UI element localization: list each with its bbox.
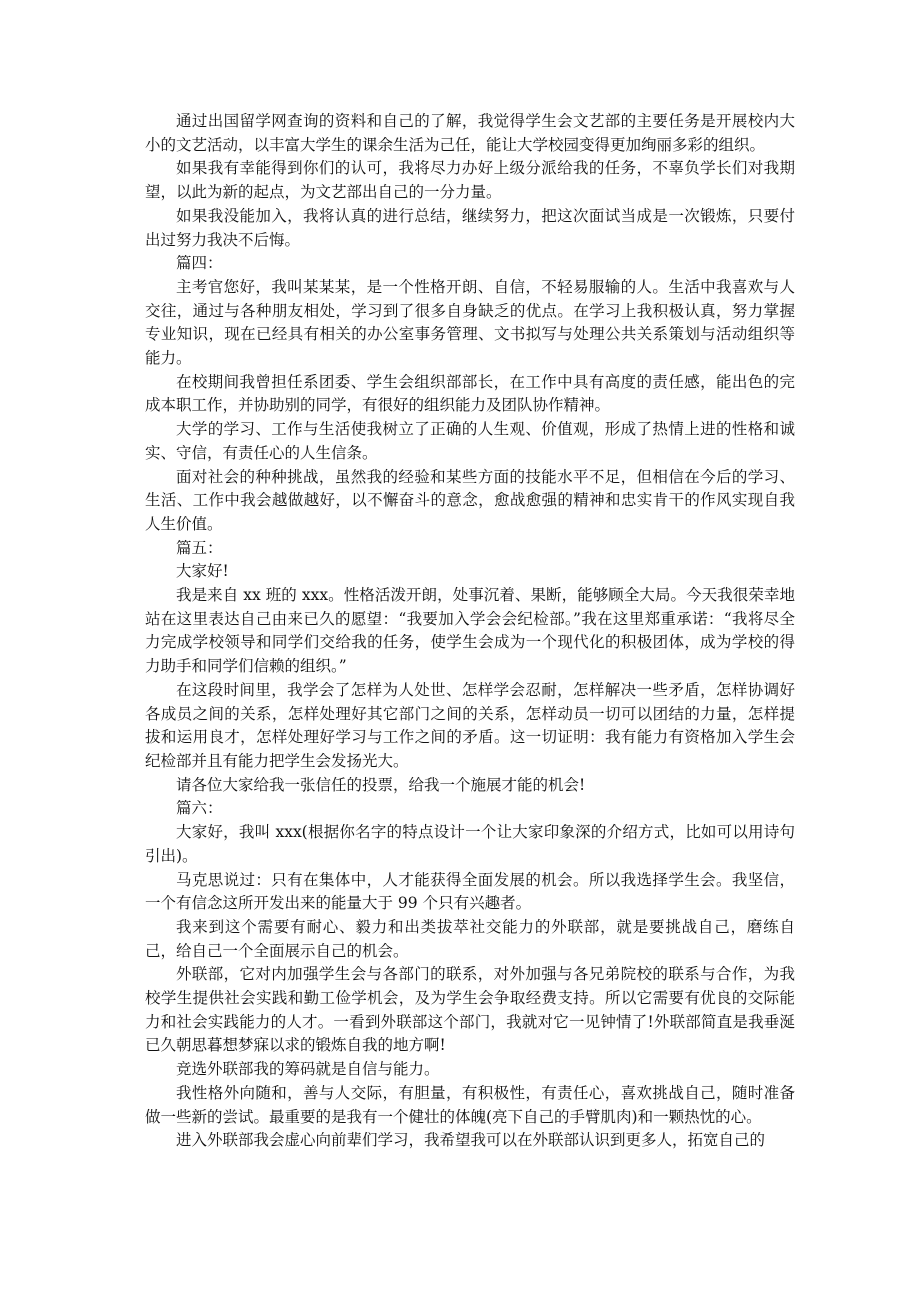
document-body [145, 110, 795, 1153]
section-heading: 篇六： [176, 799, 223, 818]
paragraph: 大家好，我叫 xxx(根据你名字的特点设计一个让大家印象深的介绍方式，比如可以用诗句引出)。 [145, 823, 795, 865]
paragraph: 在这段时间里，我学会了怎样为人处世、怎样学会忍耐，怎样解决一些矛盾，怎样协调好各成员之间的关系，怎样处理好其它部门之间的关系，怎样动员一切可以团结的力量，怎样提拔和运用良才，怎样处理好学习与工作之间的矛盾。这一切证明：我有能力有资格加入学生会纪检部并且有能力把学生会发扬光大。 [145, 680, 795, 770]
paragraph: 通过出国留学网查询的资料和自己的了解，我觉得学生会文艺部的主要任务是开展校内大小的文艺活动，以丰富大学生的课余生活为己任，能让大学校园变得更加绚丽多彩的组织。 [145, 112, 795, 154]
paragraph: 如果我没能加入，我将认真的进行总结，继续努力，把这次面试当成是一次锻炼，只要付出过努力我决不后悔。 [145, 206, 795, 249]
paragraph: 大学的学习、工作与生活使我树立了正确的人生观、价值观，形成了热情上进的性格和诚实、守信，有责任心的人生信条。 [145, 420, 795, 462]
paragraph: 大家好! [176, 562, 229, 581]
section-heading: 篇五： [176, 538, 223, 557]
section-heading: 篇四： [176, 254, 223, 273]
paragraph: 马克思说过：只有在集体中，人才能获得全面发展的机会。所以我选择学生会。我坚信，一个有信念这所开发出来的能量大于 99 个只有兴趣者。 [145, 870, 795, 913]
paragraph: 我来到这个需要有耐心、毅力和出类拔萃社交能力的外联部，就是要挑战自己，磨练自己，给自己一个全面展示自己的机会。 [145, 917, 795, 960]
paragraph: 外联部，它对内加强学生会与各部门的联系，对外加强与各兄弟院校的联系与合作，为我校学生提供社会实践和勤工俭学机会，及为学生会争取经费支持。所以它需要有优良的交际能力和社会实践能力的人才。一看到外联部这个部门，我就对它一见钟情了!外联部简直是我垂涎已久朝思暮想梦寐以求的锻炼自我的地方啊! [145, 965, 795, 1055]
paragraph: 进入外联部我会虚心向前辈们学习，我希望我可以在外联部认识到更多人，拓宽自己的 [176, 1131, 766, 1150]
paragraph: 我性格外向随和，善与人交际，有胆量，有积极性，有责任心，喜欢挑战自己，随时准备做一些新的尝试。最重要的是我有一个健壮的体魄(亮下自己的手臂肌肉)和一颗热忱的心。 [145, 1083, 795, 1126]
paragraph: 面对社会的种种挑战，虽然我的经验和某些方面的技能水平不足，但相信在今后的学习、生活、工作中我会越做越好，以不懈奋斗的意念，愈战愈强的精神和忠实肯干的作风实现自我人生价值。 [145, 467, 795, 533]
paragraph: 请各位大家给我一张信任的投票，给我一个施展才能的机会! [176, 775, 586, 794]
paragraph: 我是来自 xx 班的 xxx。性格活泼开朗，处事沉着、果断，能够顾全大局。今天我很荣幸地站在这里表达自己由来已久的愿望：“我要加入学会会纪检部。”我在这里郑重承诺：“我将尽全力完成学校领导和同学们交给我的任务，使学生会成为一个现代化的积极团体，成为学校的得力助手和同学们信赖的组织。” [145, 586, 795, 676]
paragraph: 竞选外联部我的筹码就是自信与能力。 [176, 1060, 440, 1079]
paragraph: 如果我有幸能得到你们的认可，我将尽力办好上级分派给我的任务，不辜负学长们对我期望，以此为新的起点，为文艺部出自己的一分力量。 [145, 159, 795, 202]
paragraph: 在校期间我曾担任系团委、学生会组织部部长，在工作中具有高度的责任感，能出色的完成本职工作，并协助别的同学，有很好的组织能力及团队协作精神。 [145, 372, 795, 415]
paragraph: 主考官您好，我叫某某某，是一个性格开朗、自信，不轻易服输的人。生活中我喜欢与人交往，通过与各种朋友相处，学习到了很多自身缺乏的优点。在学习上我积极认真，努力掌握专业知识，现在已经具有相关的办公室事务管理、文书拟写与处理公共关系策划与活动组织等能力。 [145, 277, 795, 368]
